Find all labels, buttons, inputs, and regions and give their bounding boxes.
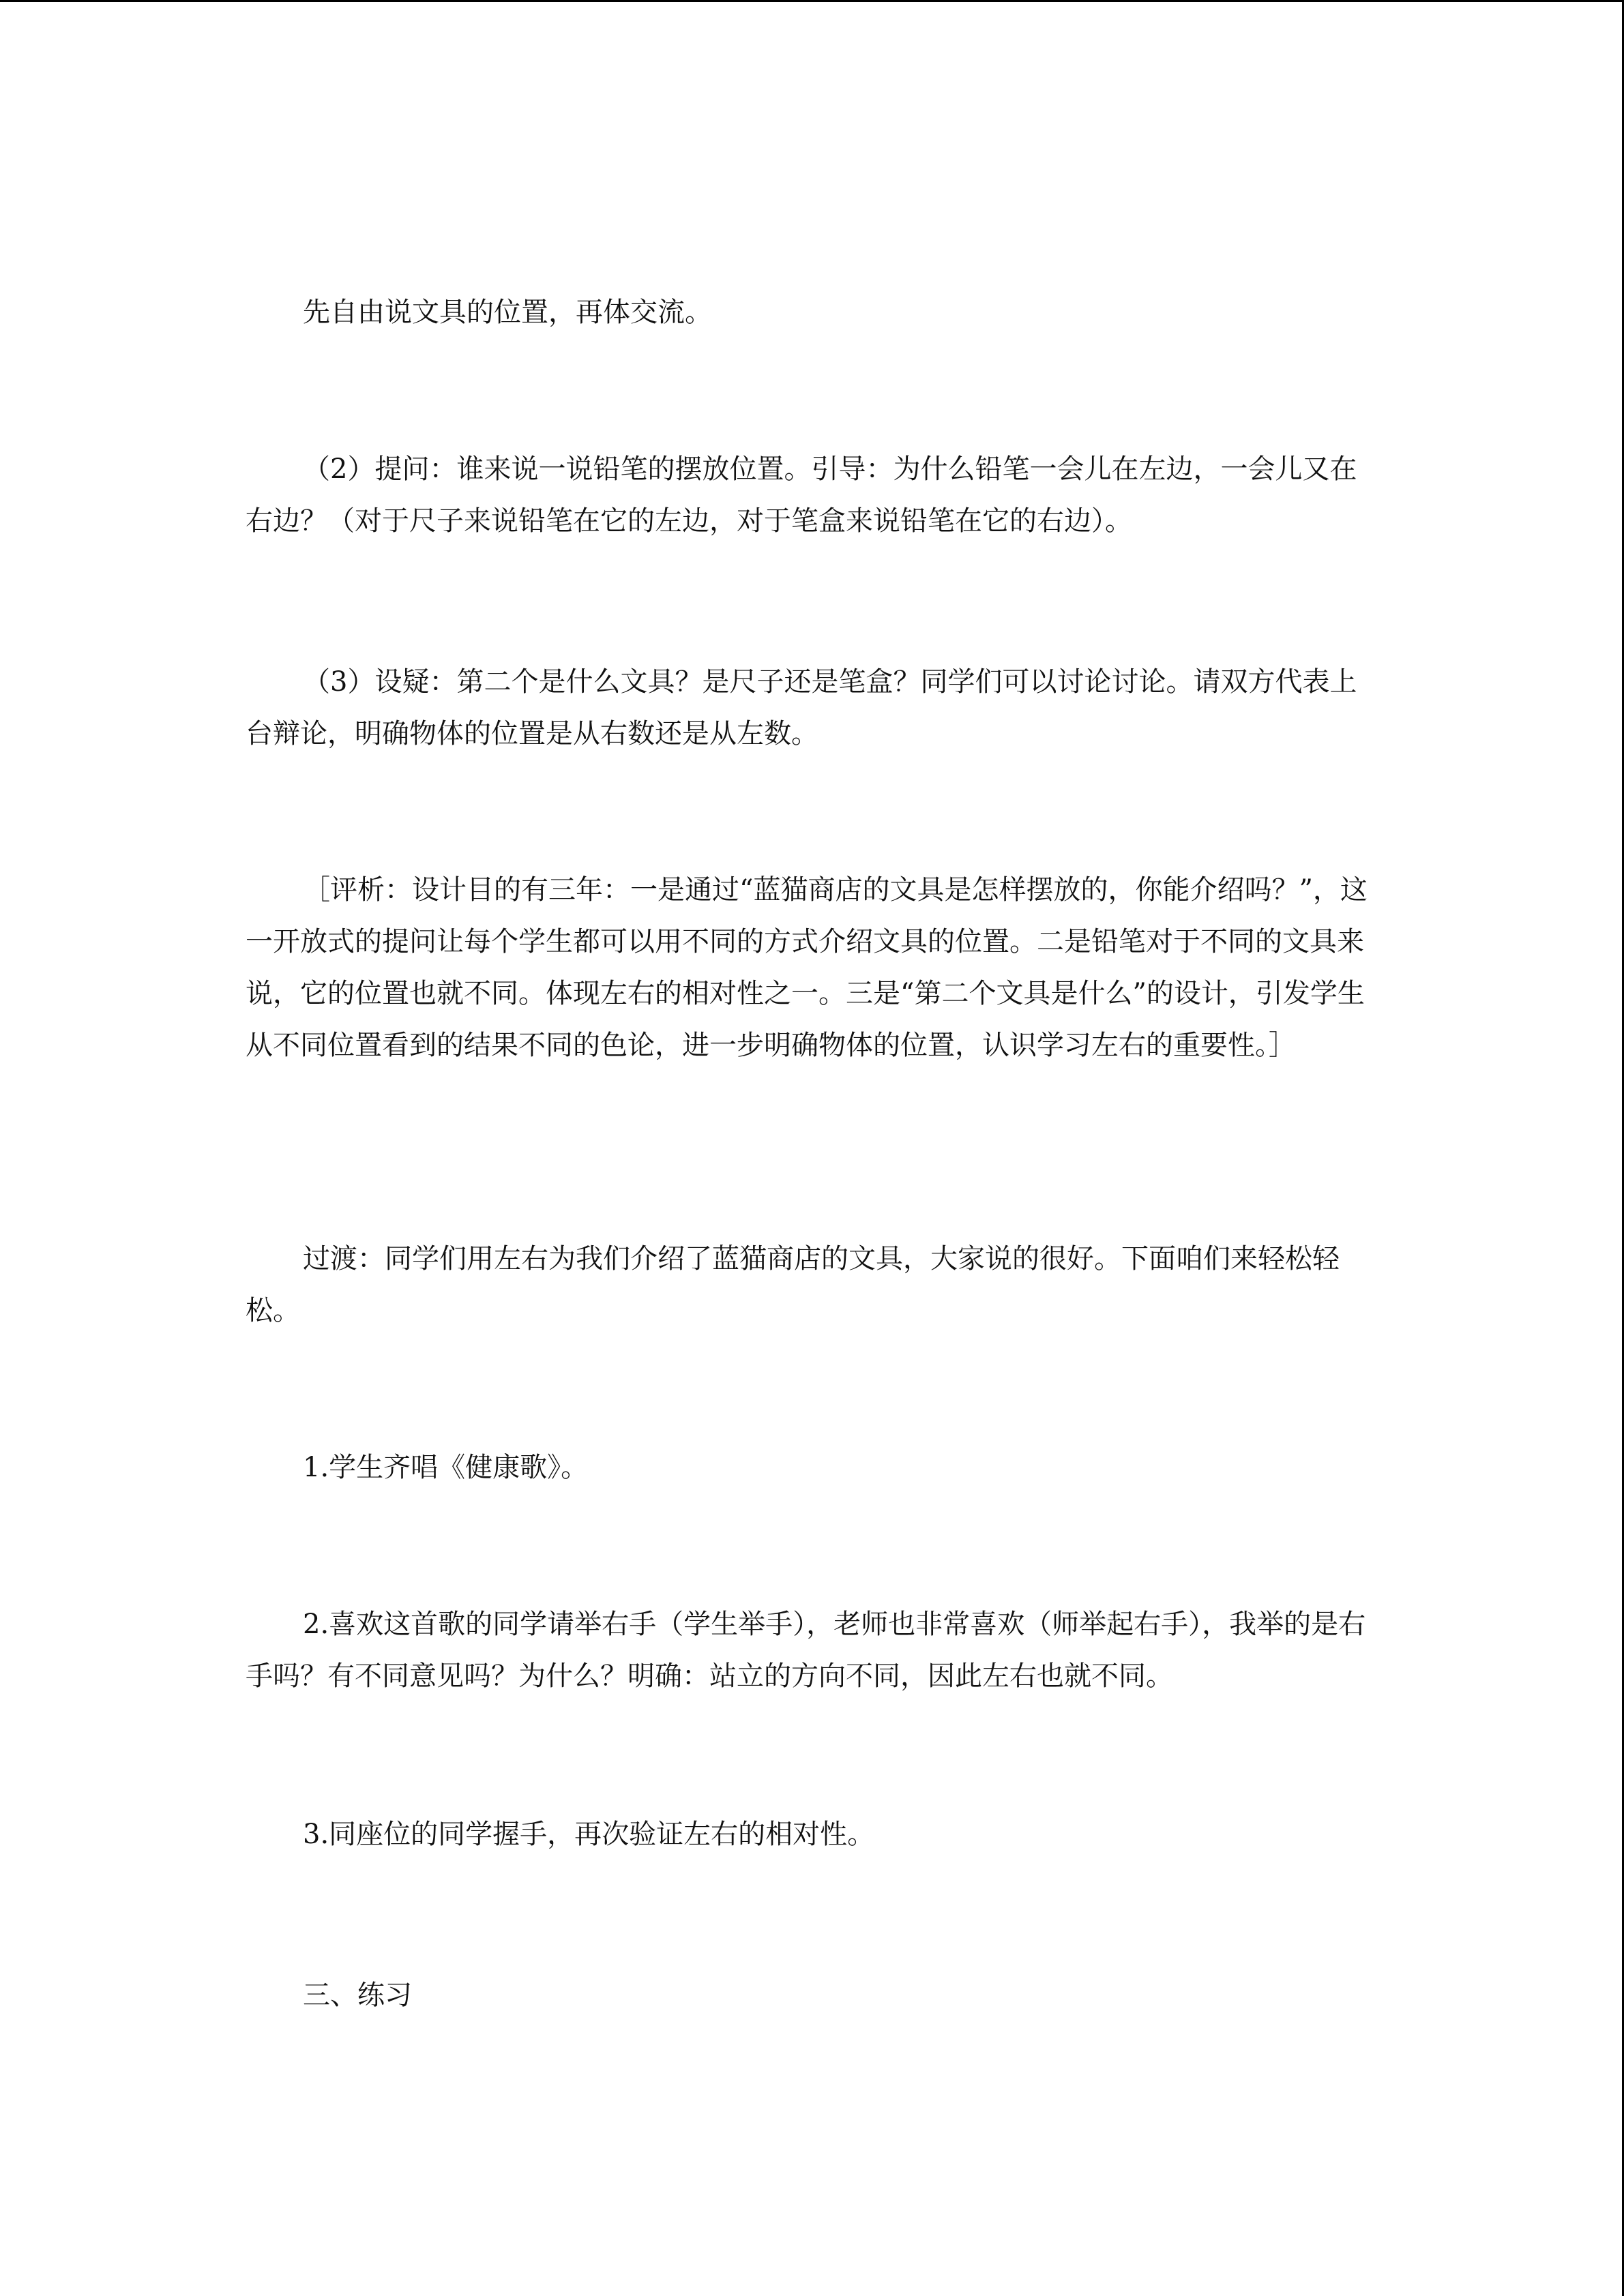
paragraph-4-commentary: ［评析：设计目的有三年：一是通过“蓝猫商店的文具是怎样摆放的，你能介绍吗？”，这一开放式的提问让每个学生都可以用不同的方式介绍文具的位置。二是铅笔对于不同的文具来说，它的位置也就不同。体现左右的相对性之一。三是“第二个文具是什么”的设计，引发学生从不同位置看到的结果不同的色论，进一步明确物体的位置，认识学习左右的重要性。］ xyxy=(246,874,1368,1061)
paragraph-7: 2.喜欢这首歌的同学请举右手（学生举手），老师也非常喜欢（师举起右手），我举的是右手吗？有不同意见吗？为什么？明确：站立的方向不同，因此左右也就不同。 xyxy=(246,1609,1366,1692)
paragraph-2: （2）提问：谁来说一说铅笔的摆放位置。引导：为什么铅笔一会儿在左边，一会儿又在右边？（对于尺子来说铅笔在它的左边，对于笔盒来说铅笔在它的右边）。 xyxy=(246,453,1357,537)
paragraph-5-transition: 过渡：同学们用左右为我们介绍了蓝猫商店的文具，大家说的很好。下面咱们来轻松轻松。 xyxy=(246,1243,1340,1326)
paragraph-8: 3.同座位的同学握手，再次验证左右的相对性。 xyxy=(303,1819,875,1850)
paragraph-6: 1.学生齐唱《健康歌》。 xyxy=(303,1452,589,1483)
paragraph-3: （3）设疑：第二个是什么文具？是尺子还是笔盒？同学们可以讨论讨论。请双方代表上台辩论，明确物体的位置是从右数还是从左数。 xyxy=(246,666,1357,749)
page-border-top xyxy=(0,0,1624,2)
section-heading-practice: 三、练习 xyxy=(303,1980,412,2011)
paragraph-1: 先自由说文具的位置，再体交流。 xyxy=(303,297,712,328)
